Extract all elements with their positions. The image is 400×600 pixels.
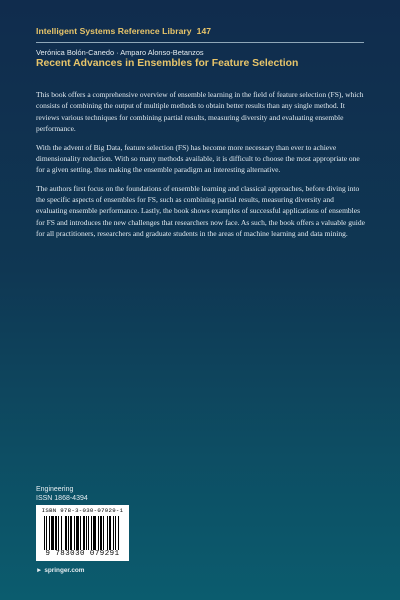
publisher-url: springer.com [44,567,85,574]
ean-digits: 9 783030 079291 [45,550,120,558]
book-title: Recent Advances in Ensembles for Feature Selection [36,58,299,69]
blurb [36,89,366,247]
header-divider [36,42,364,43]
series-name: Intelligent Systems Reference Library [36,26,192,36]
isbn-barcode [36,505,129,561]
issn-label: ISSN 1868-4394 [36,495,88,502]
blurb-paragraph: This book offers a comprehensive overview of ensemble learning in the field of feature selection (FS), which consists of combining the output of multiple methods to obtain better results than any single method. It reviews various techniques for combining partial results, measuring diversity and evaluating ensemble performance. [36,90,364,133]
publisher-link[interactable] [36,567,84,574]
authors: Verónica Bolón-Canedo · Amparo Alonso-Betanzos [36,48,204,57]
barcode-bars [44,516,121,550]
series-line [36,26,211,36]
blurb-paragraph: The authors first focus on the foundations of ensemble learning and classical approaches, before diving into the specific aspects of ensembles for FS, such as combining partial results, measuring diversity and evaluating ensemble performance. Lastly, the book shows examples of successful applications of ensembles for FS and introduces the new challenges that researchers now face. As such, the book offers a valuable guide for all practitioners, researchers and graduate students in the areas of machine learning and data mining. [36,183,365,239]
blurb-paragraph: With the advent of Big Data, feature selection (FS) has become more necessary than ever to achieve dimensionality reduction. With so many methods available, it is difficult to choose the most appropriate one for a given setting, thus making the ensemble paradigm an interesting alternative. [36,142,360,175]
subject-label: Engineering [36,486,74,493]
isbn-label: ISBN 978-3-030-07929-1 [41,507,124,514]
series-volume: 147 [196,26,212,36]
arrow-icon: ► [36,567,43,574]
